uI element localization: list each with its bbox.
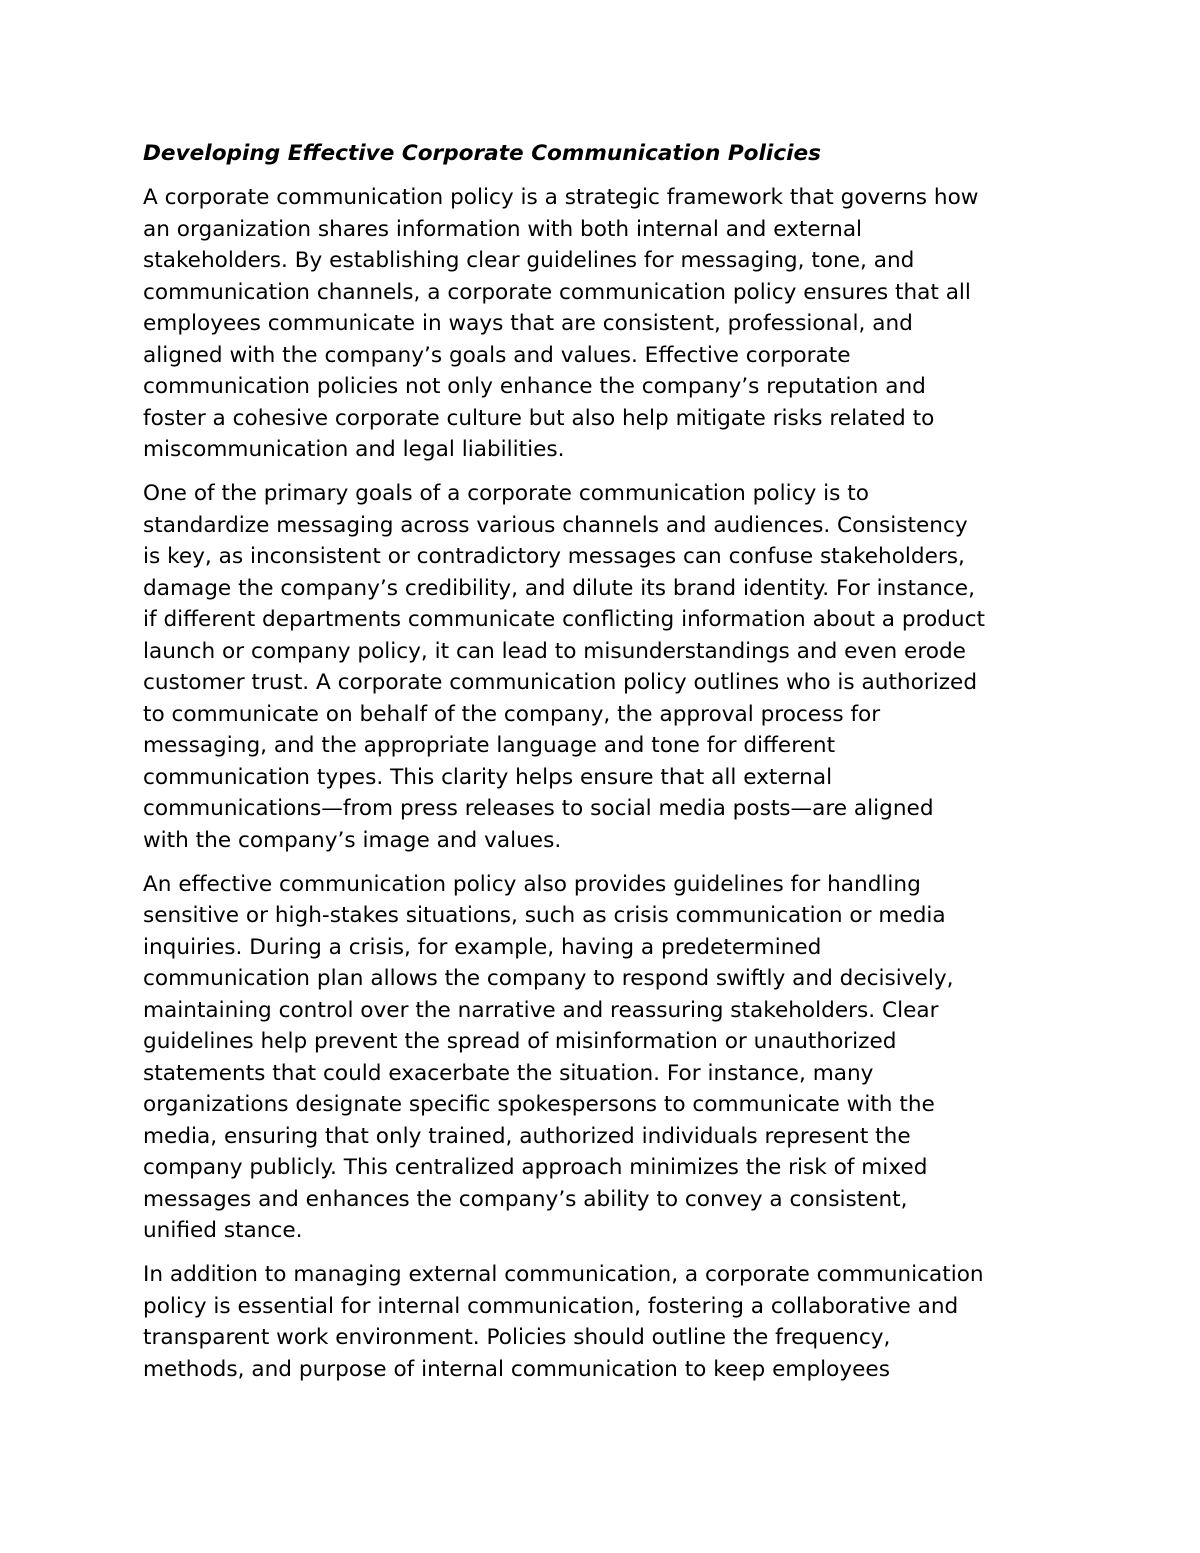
- paragraph-line: employees communicate in ways that are consistent, professional, and: [143, 311, 913, 336]
- paragraph-line: foster a cohesive corporate culture but also help mitigate risks related to: [143, 405, 935, 431]
- paragraph-line: if different departments communicate conflicting information about a product: [143, 607, 985, 632]
- paragraph-line: policy is essential for internal communication, fostering a collaborative and: [143, 1293, 959, 1319]
- paragraph-line: methods, and purpose of internal communication to keep employees: [143, 1356, 890, 1382]
- paragraph-line: to communicate on behalf of the company, the approval process for: [143, 701, 881, 727]
- paragraph-line: maintaining control over the narrative and reassuring stakeholders. Clear: [143, 997, 939, 1023]
- paragraph-line: A corporate communication policy is a strategic framework that governs how: [143, 185, 979, 210]
- paragraph-2: [143, 478, 1073, 856]
- paragraph-line: messaging, and the appropriate language and tone for different: [143, 733, 836, 758]
- paragraph-line: guidelines help prevent the spread of misinformation or unauthorized: [143, 1029, 897, 1054]
- paragraph-3: [143, 869, 1073, 1247]
- paragraph-line: aligned with the company’s goals and values. Effective corporate: [143, 342, 851, 368]
- paragraph-line: statements that could exacerbate the situation. For instance, many: [143, 1060, 874, 1086]
- paragraph-line: with the company’s image and values.: [143, 827, 562, 853]
- paragraph-1: [143, 182, 1073, 466]
- paragraph-line: unified stance.: [143, 1218, 303, 1243]
- paragraph-line: communication types. This clarity helps ensure that all external: [143, 764, 833, 790]
- paragraph-line: miscommunication and legal liabilities.: [143, 437, 565, 462]
- paragraph-line: One of the primary goals of a corporate communication policy is to: [143, 481, 869, 506]
- paragraph-line: company publicly. This centralized approach minimizes the risk of mixed: [143, 1155, 928, 1180]
- paragraph-line: communications—from press releases to social media posts—are aligned: [143, 796, 934, 821]
- paragraph-line: An effective communication policy also provides guidelines for handling: [143, 871, 921, 897]
- paragraph-4: [143, 1259, 1073, 1385]
- paragraph-line: communication policies not only enhance the company’s reputation and: [143, 374, 926, 399]
- paragraph-line: media, ensuring that only trained, authorized individuals represent the: [143, 1123, 911, 1149]
- paragraph-line: messages and enhances the company’s ability to convey a consistent,: [143, 1186, 908, 1212]
- paragraph-line: launch or company policy, it can lead to misunderstandings and even erode: [143, 638, 966, 664]
- paragraph-line: is key, as inconsistent or contradictory messages can confuse stakeholders,: [143, 544, 965, 569]
- paragraph-line: communication plan allows the company to respond swiftly and decisively,: [143, 966, 954, 991]
- document-title: Developing Effective Corporate Communication Policies: [143, 141, 822, 166]
- paragraph-line: In addition to managing external communication, a corporate communication: [143, 1262, 984, 1287]
- paragraph-line: damage the company’s credibility, and dilute its brand identity. For instance,: [143, 575, 975, 601]
- paragraph-line: inquiries. During a crisis, for example, having a predetermined: [143, 934, 822, 960]
- paragraph-line: stakeholders. By establishing clear guidelines for messaging, tone, and: [143, 248, 915, 273]
- paragraph-line: organizations designate specific spokespersons to communicate with the: [143, 1092, 935, 1117]
- paragraph-line: sensitive or high-stakes situations, such as crisis communication or media: [143, 903, 946, 928]
- paragraph-line: communication channels, a corporate communication policy ensures that all: [143, 279, 971, 305]
- paragraph-line: standardize messaging across various channels and audiences. Consistency: [143, 512, 968, 538]
- paragraph-line: transparent work environment. Policies should outline the frequency,: [143, 1325, 891, 1350]
- paragraph-line: customer trust. A corporate communication policy outlines who is authorized: [143, 670, 978, 695]
- paragraph-line: an organization shares information with both internal and external: [143, 216, 863, 242]
- document-page: [143, 138, 1073, 1398]
